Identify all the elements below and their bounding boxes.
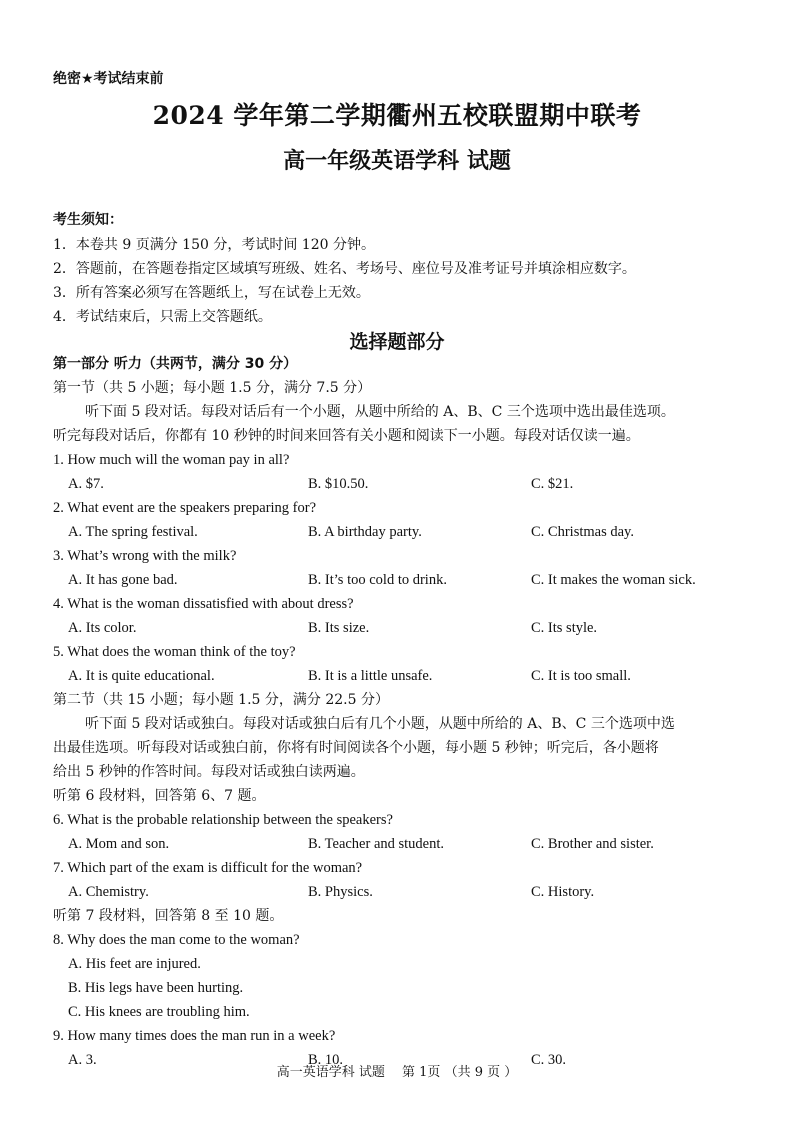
option-a: A. His feet are injured. — [68, 956, 201, 972]
option-row — [53, 832, 743, 856]
option-row — [53, 616, 743, 640]
option-a: A. $7. — [68, 476, 104, 492]
question-stem: 8. Why does the man come to the woman? — [53, 932, 300, 948]
sec1-instruction-line: 听完每段对话后，你都有 10 秒钟的时间来回答有关小题和阅读下一小题。每段对话仅读一遍。 — [53, 428, 640, 444]
option-c: C. Brother and sister. — [531, 836, 654, 852]
option-row — [53, 568, 743, 592]
option-b: B. A birthday party. — [308, 524, 422, 540]
confidential-label: 绝密★考试结束前 — [53, 71, 164, 87]
page-footer: 高一英语学科 试题 第 1页 （共 9 页 ） — [276, 1065, 518, 1080]
option-b: B. It is a little unsafe. — [308, 668, 433, 684]
option-b: B. Its size. — [308, 620, 370, 636]
question-stem: 3. What’s wrong with the milk? — [53, 548, 237, 564]
part1-title: 第一部分 听力（共两节，满分 30 分） — [53, 356, 298, 372]
exam-title: 2024 学年第二学期衢州五校联盟期中联考 — [152, 101, 642, 130]
notes-item: 1．本卷共 9 页满分 150 分，考试时间 120 分钟。 — [53, 237, 375, 253]
question-stem: 7. Which part of the exam is difficult for the woman? — [53, 860, 363, 876]
option-c: C. History. — [531, 884, 595, 900]
sec2-instruction-line: 给出 5 秒钟的作答时间。每段对话或独白读两遍。 — [53, 764, 365, 780]
option-c: C. $21. — [531, 476, 574, 492]
notes-item: 4．考试结束后，只需上交答题纸。 — [53, 309, 272, 325]
option-b: B. $10.50. — [308, 476, 369, 492]
material-note: 听第 6 段材料，回答第 6、7 题。 — [53, 788, 266, 804]
option-b: B. It’s too cold to drink. — [308, 572, 447, 588]
option-c: C. Its style. — [531, 620, 598, 636]
option-b: B. His legs have been hurting. — [68, 980, 244, 996]
option-a: A. Chemistry. — [68, 884, 149, 900]
question-stem: 5. What does the woman think of the toy? — [53, 644, 296, 660]
section-title: 选择题部分 — [349, 331, 445, 353]
notes-list — [53, 233, 753, 329]
sec2-instruction-line: 出最佳选项。听每段对话或独白前，你将有时间阅读各个小题，每小题 5 秒钟；听完后，各小题将 — [53, 740, 659, 756]
notes-item: 3．所有答案必须写在答题纸上，写在试卷上无效。 — [53, 285, 370, 301]
notes-item: 2．答题前，在答题卷指定区域填写班级、姓名、考场号、座位号及准考证号并填涂相应数字。 — [53, 261, 636, 277]
material-note: 听第 7 段材料，回答第 8 至 10 题。 — [53, 908, 284, 924]
option-c: C. Christmas day. — [531, 524, 634, 540]
option-c: C. His knees are troubling him. — [68, 1004, 250, 1020]
sec1-instruction-line: 听下面 5 段对话。每段对话后有一个小题，从题中所给的 A、B、C 三个选项中选出最佳选项。 — [85, 404, 675, 420]
question-stem: 2. What event are the speakers preparing for? — [53, 500, 317, 516]
option-a: A. The spring festival. — [68, 524, 198, 540]
option-row — [53, 880, 743, 904]
sec1-title: 第一节（共 5 小题；每小题 1.5 分，满分 7.5 分） — [53, 380, 372, 396]
question-stem: 6. What is the probable relationship between the speakers? — [53, 812, 393, 828]
option-row — [53, 472, 743, 496]
option-row — [53, 520, 743, 544]
question-stem: 4. What is the woman dissatisfied with about dress? — [53, 596, 354, 612]
sec2-instruction-line: 听下面 5 段对话或独白。每段对话或独白后有几个小题，从题中所给的 A、B、C 三个选项中选 — [85, 716, 675, 732]
option-c: C. 30. — [531, 1052, 567, 1068]
option-a: A. Mom and son. — [68, 836, 170, 852]
option-b: B. 10. — [308, 1052, 344, 1068]
exam-subtitle: 高一年级英语学科 试题 — [283, 148, 511, 174]
option-row — [53, 664, 743, 688]
question-stem: 9. How many times does the man run in a week? — [53, 1028, 336, 1044]
option-a: A. It has gone bad. — [68, 572, 178, 588]
sec2-title: 第二节（共 15 小题；每小题 1.5 分，满分 22.5 分） — [53, 692, 389, 708]
option-c: C. It makes the woman sick. — [531, 572, 696, 588]
notes-title: 考生须知： — [53, 212, 123, 228]
question-stem: 1. How much will the woman pay in all? — [53, 452, 290, 468]
option-b: B. Teacher and student. — [308, 836, 445, 852]
option-b: B. Physics. — [308, 884, 373, 900]
listening-section — [53, 352, 743, 1072]
option-a: A. It is quite educational. — [68, 668, 215, 684]
option-c: C. It is too small. — [531, 668, 631, 684]
option-a: A. Its color. — [68, 620, 137, 636]
option-a: A. 3. — [68, 1052, 97, 1068]
